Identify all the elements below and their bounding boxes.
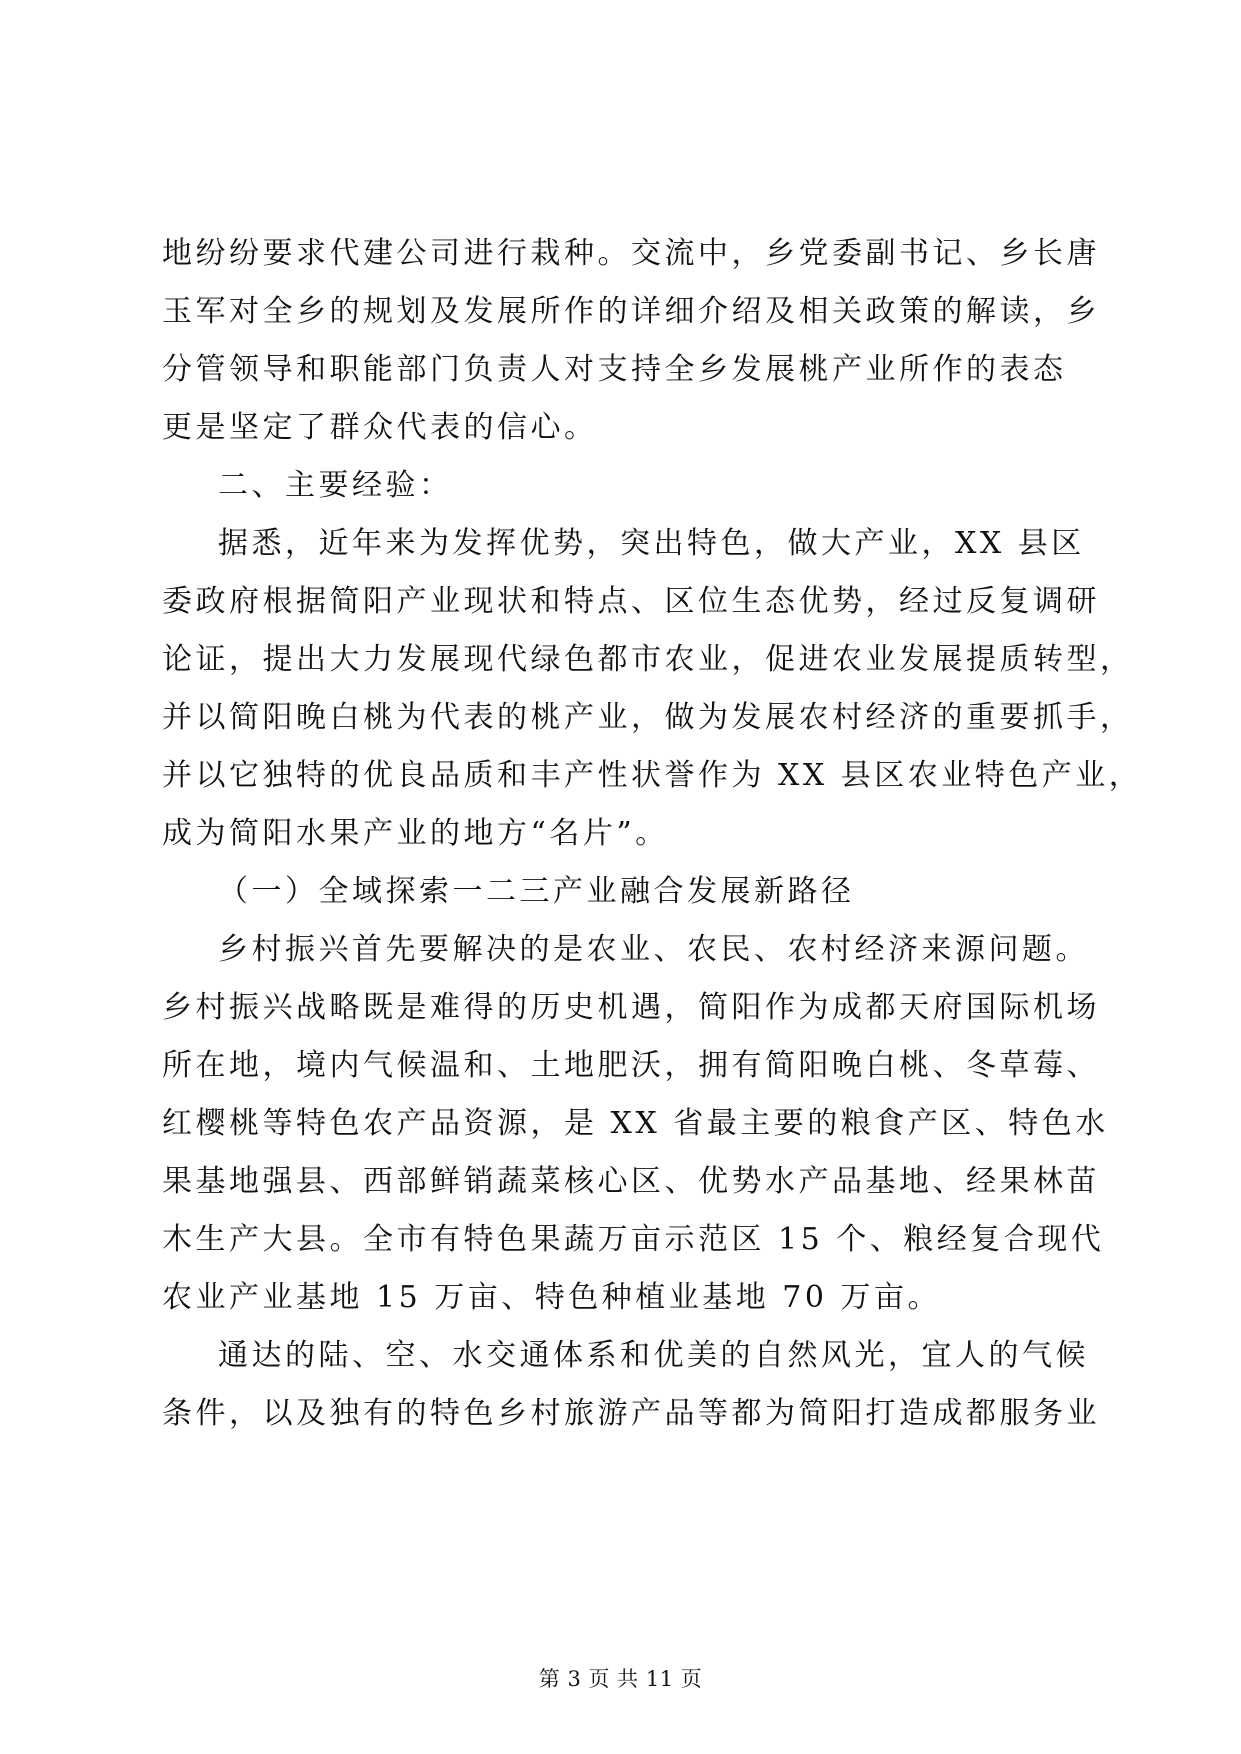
text-line: 论证，提出大力发展现代绿色都市农业，促进农业发展提质转型， xyxy=(162,642,1134,677)
text-line: 玉军对全乡的规划及发展所作的详细介绍及相关政策的解读，乡 xyxy=(162,294,1100,329)
text-line: 委政府根据简阳产业现状和特点、区位生态优势，经过反复调研 xyxy=(162,584,1100,619)
text-line: 成为简阳水果产业的地方“名片”。 xyxy=(162,816,669,851)
text-line: 农业产业基地 15 万亩、特色种植业基地 70 万亩。 xyxy=(162,1280,941,1315)
subsection-heading: （一）全域探索一二三产业融合发展新路径 xyxy=(218,874,855,909)
text-line: 地纷纷要求代建公司进行栽种。交流中，乡党委副书记、乡长唐 xyxy=(162,236,1100,271)
text-line: 并以它独特的优良品质和丰产性状誉作为 XX 县区农业特色产业， xyxy=(162,758,1143,793)
text-line: 乡村振兴首先要解决的是农业、农民、农村经济来源问题。 xyxy=(218,932,1089,967)
text-line: 木生产大县。全市有特色果蔬万亩示范区 15 个、粮经复合现代 xyxy=(162,1222,1105,1257)
text-line: 更是坚定了群众代表的信心。 xyxy=(162,410,598,445)
text-line: 分管领导和职能部门负责人对支持全乡发展桃产业所作的表态 xyxy=(162,352,1067,387)
text-line: 红樱桃等特色农产品资源，是 XX 省最主要的粮食产区、特色水 xyxy=(162,1106,1109,1141)
text-line: 据悉，近年来为发挥优势，突出特色，做大产业，XX 县区 xyxy=(218,526,1085,561)
text-line: 通达的陆、空、水交通体系和优美的自然风光，宜人的气候 xyxy=(218,1338,1089,1373)
page-number-footer: 第 3 页 共 11 页 xyxy=(538,1667,703,1691)
text-line: 果基地强县、西部鲜销蔬菜核心区、优势水产品基地、经果林苗 xyxy=(162,1164,1100,1199)
text-line: 条件，以及独有的特色乡村旅游产品等都为简阳打造成都服务业 xyxy=(162,1396,1100,1431)
text-line: 并以简阳晚白桃为代表的桃产业，做为发展农村经济的重要抓手， xyxy=(162,700,1134,735)
text-line: 所在地，境内气候温和、土地肥沃，拥有简阳晚白桃、冬草莓、 xyxy=(162,1048,1100,1083)
section-heading: 二、主要经验： xyxy=(218,468,453,503)
text-line: 乡村振兴战略既是难得的历史机遇，简阳作为成都天府国际机场 xyxy=(162,990,1100,1025)
